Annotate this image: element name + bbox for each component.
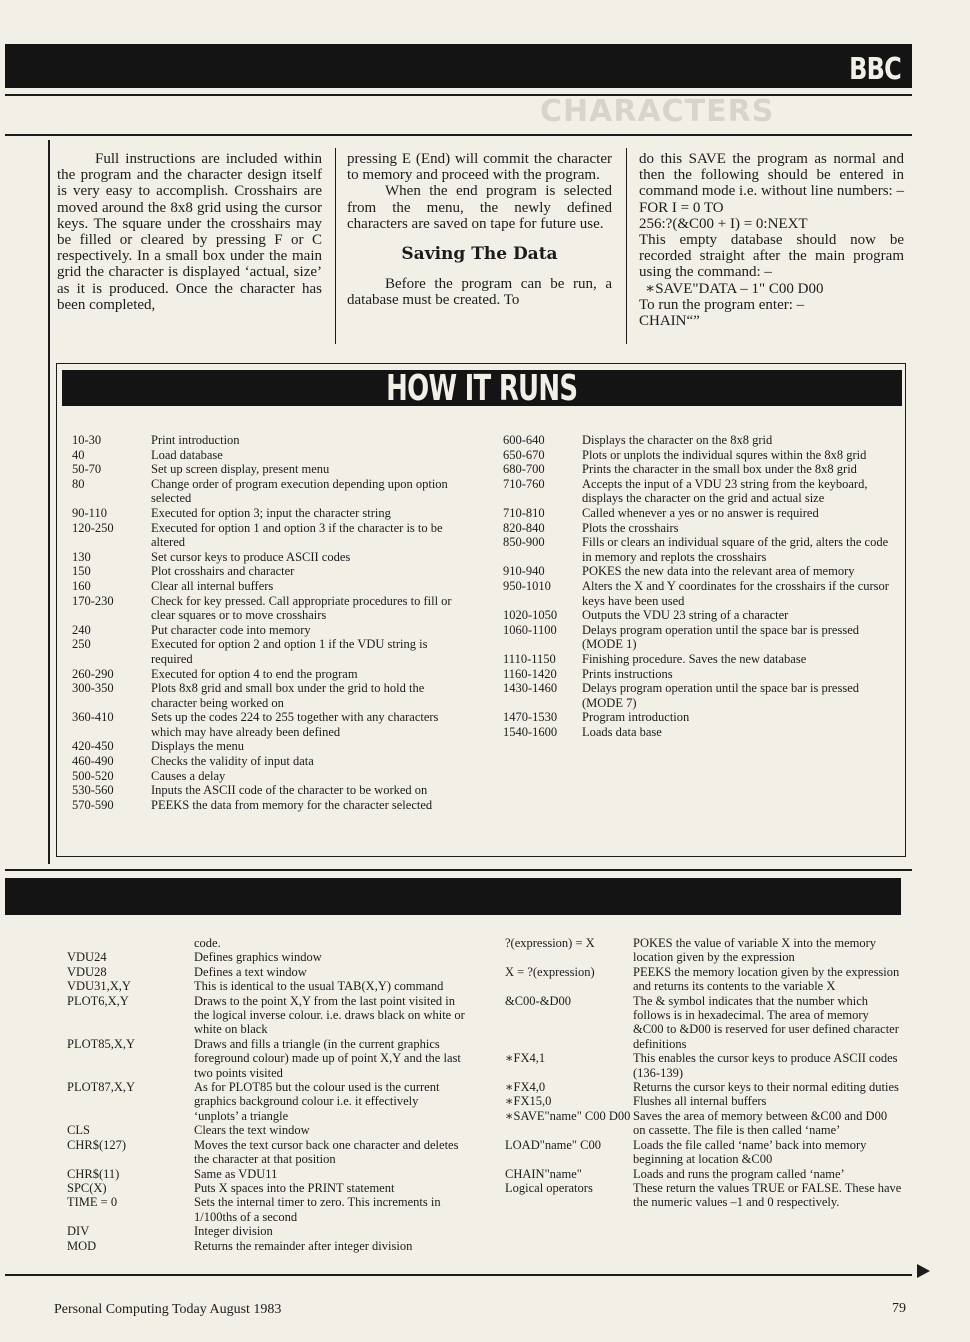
glossary-desc: Draws and fills a triangle (in the current graphics foreground colour) made up of point X,Y and the last two points visited bbox=[194, 1036, 461, 1080]
glossary-term: VDU28 bbox=[67, 964, 107, 979]
glossary-desc: These return the values TRUE or FALSE. These have the numeric values –1 and 0 respectively. bbox=[633, 1180, 902, 1210]
glossary-row bbox=[505, 1109, 902, 1138]
line-description: Outputs the VDU 23 string of a character bbox=[582, 608, 789, 623]
glossary-desc: code. bbox=[194, 936, 221, 950]
glossary-term: CHR$(11) bbox=[67, 1166, 120, 1181]
glossary-desc: Moves the text cursor back one character and deletes the character at that position bbox=[194, 1137, 459, 1167]
run-row bbox=[72, 710, 464, 739]
glossary-desc: Sets the internal timer to zero. This increments in 1/100ths of a second bbox=[194, 1195, 441, 1224]
glossary-term: PLOT6,X,Y bbox=[67, 993, 129, 1008]
line-range: 240 bbox=[72, 622, 91, 637]
line-description: Executed for option 2 and option 1 if the VDU string is required bbox=[151, 637, 428, 666]
glossary-row bbox=[505, 1181, 902, 1210]
line-range: 570-590 bbox=[72, 797, 114, 812]
line-description: Checks the validity of input data bbox=[151, 754, 314, 769]
line-range: 120-250 bbox=[72, 520, 114, 535]
line-range: 1020-1050 bbox=[503, 608, 558, 623]
run-row bbox=[503, 462, 895, 477]
run-row bbox=[503, 477, 895, 506]
glossary-desc: Same as VDU11 bbox=[194, 1166, 278, 1181]
line-range: 530-560 bbox=[72, 783, 114, 798]
glossary-desc: Draws to the point X,Y from the last point visited in the logical inverse colour. i.e. draws black on white or white on black bbox=[194, 993, 465, 1037]
line-range: 40 bbox=[72, 447, 85, 462]
header-rule-lower bbox=[5, 134, 912, 136]
glossary-row bbox=[505, 1051, 902, 1080]
run-row bbox=[72, 637, 464, 666]
glossary-desc: The & symbol indicates that the number which follows is in hexadecimal. The area of memory &C00 to &D00 is reserved for user defined character definitions bbox=[633, 993, 899, 1051]
run-row bbox=[72, 448, 464, 463]
line-range: 1430-1460 bbox=[503, 681, 558, 696]
article-paragraph: When the end program is selected from the menu, the newly defined characters are saved on tape for future use. bbox=[347, 183, 612, 232]
how-it-runs-left bbox=[72, 433, 464, 812]
glossary-row bbox=[67, 1239, 465, 1253]
article-line: To run the program enter: – bbox=[639, 296, 805, 313]
glossary-term: DIV bbox=[67, 1224, 90, 1239]
glossary-desc: POKES the value of variable X into the memory location given by the expression bbox=[633, 936, 876, 965]
glossary-row bbox=[505, 1167, 902, 1181]
glossary-desc: This enables the cursor keys to produce ASCII codes (136-139) bbox=[633, 1051, 898, 1080]
article-line: ∗SAVE"DATA – 1" C00 D00 bbox=[645, 280, 824, 297]
glossary-term: PLOT87,X,Y bbox=[67, 1080, 136, 1095]
run-row bbox=[503, 608, 895, 623]
glossary-term: CLS bbox=[67, 1123, 90, 1138]
line-description: Print introduction bbox=[151, 433, 240, 447]
line-range: 950-1010 bbox=[503, 578, 551, 593]
run-row bbox=[503, 725, 895, 740]
glossary-row bbox=[505, 936, 902, 965]
run-row bbox=[503, 448, 895, 463]
line-range: 300-350 bbox=[72, 681, 114, 696]
glossary-row bbox=[67, 1224, 465, 1238]
glossary-term: &C00-&D00 bbox=[505, 993, 571, 1008]
article-column-2 bbox=[347, 151, 612, 309]
line-description: Finishing procedure. Saves the new database bbox=[582, 651, 807, 666]
glossary-row bbox=[505, 1138, 902, 1167]
header-rule bbox=[5, 94, 912, 96]
line-description: Accepts the input of a VDU 23 string from the keyboard, displays the character on the grid and actual size bbox=[582, 476, 868, 506]
line-range: 80 bbox=[72, 476, 85, 491]
glossary-term: SPC(X) bbox=[67, 1180, 107, 1195]
run-row bbox=[503, 623, 895, 652]
run-row bbox=[503, 506, 895, 521]
how-it-runs-banner bbox=[62, 367, 902, 409]
line-description: Executed for option 4 to end the program bbox=[151, 666, 358, 681]
glossary-term: ?(expression) = X bbox=[505, 936, 595, 950]
glossary-desc: Returns the cursor keys to their normal editing duties bbox=[633, 1080, 899, 1095]
line-range: 650-670 bbox=[503, 447, 545, 462]
run-row bbox=[72, 798, 464, 813]
line-description: Set up screen display, present menu bbox=[151, 462, 330, 477]
glossary-row bbox=[505, 965, 902, 994]
line-range: 1160-1420 bbox=[503, 666, 557, 681]
glossary-desc: PEEKS the memory location given by the expression and returns its contents to the variable X bbox=[633, 964, 900, 994]
glossary-term: ∗FX15,0 bbox=[505, 1094, 552, 1109]
line-description: Change order of program execution depending upon option selected bbox=[151, 476, 448, 506]
footer-magazine: Personal Computing Today August 1983 bbox=[54, 1302, 282, 1317]
how-it-runs-title: HOW IT RUNS bbox=[386, 367, 578, 409]
glossary-desc: Defines a text window bbox=[194, 964, 307, 979]
line-description: Put character code into memory bbox=[151, 622, 311, 637]
run-row bbox=[503, 433, 895, 448]
glossary-term: CHR$(127) bbox=[67, 1137, 127, 1152]
glossary-term: ∗FX4,0 bbox=[505, 1080, 546, 1095]
run-row bbox=[503, 667, 895, 682]
glossary-row bbox=[67, 1167, 465, 1181]
line-range: 160 bbox=[72, 578, 91, 593]
column-rule-2 bbox=[626, 148, 627, 344]
line-range: 600-640 bbox=[503, 433, 545, 447]
line-description: Displays the character on the 8x8 grid bbox=[582, 433, 773, 447]
run-row bbox=[503, 710, 895, 725]
glossary-term: LOAD"name" C00 bbox=[505, 1137, 601, 1152]
line-range: 1110-1150 bbox=[503, 651, 556, 666]
line-description: Displays the menu bbox=[151, 739, 245, 754]
line-description: Fills or clears an individual square of the grid, alters the code in memory and replots the crosshairs bbox=[582, 535, 889, 564]
column-rule-1 bbox=[335, 148, 336, 344]
line-description: Check for key pressed. Call appropriate procedures to fill or clear squares or to move crosshairs bbox=[151, 593, 452, 623]
run-row bbox=[72, 506, 464, 521]
run-row bbox=[72, 433, 464, 448]
line-description: Plots or unplots the individual squres within the 8x8 grid bbox=[582, 447, 867, 462]
glossary-row bbox=[505, 1094, 902, 1108]
line-description: Load database bbox=[151, 447, 223, 462]
line-description: Called whenever a yes or no answer is required bbox=[582, 505, 819, 520]
glossary-row bbox=[67, 1080, 465, 1123]
line-range: 250 bbox=[72, 637, 91, 652]
line-range: 1060-1100 bbox=[503, 622, 557, 637]
run-row bbox=[72, 594, 464, 623]
glossary-right bbox=[505, 936, 902, 1210]
line-description: PEEKS the data from memory for the character selected bbox=[151, 797, 433, 812]
article-column-3 bbox=[639, 151, 904, 329]
glossary-row bbox=[67, 979, 465, 993]
article-paragraph: Full instructions are included within the program and the character design itself is very easy to accomplish. Crosshairs are moved around the 8x8 grid using the cursor keys. The square under the crosshairs may be filled or cleared by pressing F or C respectively. In a small box under the main grid the character is displayed ‘actual, size’ as it is produced. Once the character has been completed, bbox=[57, 151, 322, 313]
glossary-row bbox=[505, 1080, 902, 1094]
glossary-term: Logical operators bbox=[505, 1180, 593, 1195]
line-description: Sets up the codes 224 to 255 together with any characters which may have already been defined bbox=[151, 710, 439, 739]
run-row bbox=[72, 477, 464, 506]
line-description: Plots 8x8 grid and small box under the grid to hold the character being worked on bbox=[151, 681, 425, 710]
line-range: 710-760 bbox=[503, 476, 545, 491]
page-number: 79 bbox=[892, 1301, 906, 1316]
glossary-term: VDU24 bbox=[67, 950, 107, 965]
line-description: Delays program operation until the space bar is pressed (MODE 7) bbox=[582, 681, 859, 710]
line-description: Set cursor keys to produce ASCII codes bbox=[151, 549, 351, 564]
line-range: 260-290 bbox=[72, 666, 114, 681]
line-description: Plot crosshairs and character bbox=[151, 564, 295, 579]
glossary-row bbox=[67, 1123, 465, 1137]
line-range: 680-700 bbox=[503, 462, 545, 477]
line-description: Causes a delay bbox=[151, 768, 226, 783]
glossary-term: PLOT85,X,Y bbox=[67, 1036, 136, 1051]
line-range: 170-230 bbox=[72, 593, 114, 608]
article-paragraph: Before the program can be run, a database must be created. To bbox=[347, 276, 612, 309]
run-row bbox=[72, 579, 464, 594]
run-row bbox=[72, 564, 464, 579]
line-range: 90-110 bbox=[72, 505, 107, 520]
glossary-left bbox=[67, 936, 465, 1253]
glossary-row bbox=[67, 936, 465, 950]
glossary-term: ∗SAVE"name" C00 D00 bbox=[505, 1108, 631, 1123]
line-range: 820-840 bbox=[503, 520, 545, 535]
line-range: 910-940 bbox=[503, 564, 545, 579]
glossary-desc: As for PLOT85 but the colour used is the current graphics background colour i.e. it effectively ‘unplots’ a triangle bbox=[194, 1080, 440, 1123]
run-row bbox=[503, 579, 895, 608]
glossary-top-rule bbox=[5, 869, 912, 871]
run-row bbox=[72, 769, 464, 784]
run-row bbox=[503, 564, 895, 579]
glossary-desc: Clears the text window bbox=[194, 1123, 310, 1138]
run-row bbox=[72, 681, 464, 710]
how-it-runs-right bbox=[503, 433, 895, 739]
article-line: do this SAVE the program as normal and then the following should be entered in command mode i.e. without line numbers: – bbox=[639, 151, 904, 200]
line-description: Prints instructions bbox=[582, 666, 673, 681]
line-range: 130 bbox=[72, 549, 91, 564]
line-description: Executed for option 3; input the character string bbox=[151, 505, 391, 520]
continue-arrow-icon bbox=[917, 1264, 930, 1278]
glossary-desc: This is identical to the usual TAB(X,Y) command bbox=[194, 979, 444, 994]
glossary-banner bbox=[5, 878, 901, 915]
run-row bbox=[72, 739, 464, 754]
glossary-term bbox=[67, 936, 194, 950]
line-range: 1540-1600 bbox=[503, 724, 558, 739]
line-description: Delays program operation until the space bar is pressed (MODE 1) bbox=[582, 622, 859, 652]
line-range: 50-70 bbox=[72, 462, 102, 477]
line-description: Executed for option 1 and option 3 if the character is to be altered bbox=[151, 520, 443, 550]
line-range: 710-810 bbox=[503, 505, 545, 520]
line-range: 460-490 bbox=[72, 754, 114, 769]
run-row bbox=[503, 681, 895, 710]
line-description: Clear all internal buffers bbox=[151, 578, 274, 593]
glossary-desc: Saves the area of memory between &C00 and D00 on cassette. The file is then called ‘name’ bbox=[633, 1108, 888, 1138]
glossary-desc: Loads and runs the program called ‘name’ bbox=[633, 1166, 845, 1181]
glossary-bottom-rule bbox=[5, 1274, 912, 1276]
glossary-row bbox=[67, 1181, 465, 1195]
glossary-desc: Flushes all internal buffers bbox=[633, 1094, 767, 1109]
glossary-desc: Loads the file called ‘name’ back into memory beginning at location &C00 bbox=[633, 1137, 867, 1167]
line-range: 1470-1530 bbox=[503, 710, 558, 725]
line-range: 420-450 bbox=[72, 739, 114, 754]
line-range: 850-900 bbox=[503, 535, 545, 550]
glossary-term: X = ?(expression) bbox=[505, 964, 595, 979]
glossary-row bbox=[67, 1195, 465, 1224]
glossary-desc: Integer division bbox=[194, 1224, 273, 1239]
run-row bbox=[72, 462, 464, 477]
run-row bbox=[72, 783, 464, 798]
column-rule-left bbox=[48, 140, 50, 864]
article-line: This empty database should now be recorded straight after the main program using the command: – bbox=[639, 232, 904, 281]
header-bar bbox=[5, 44, 912, 88]
line-description: POKES the new data into the relevant area of memory bbox=[582, 564, 855, 579]
glossary-row bbox=[67, 965, 465, 979]
line-description: Prints the character in the small box under the 8x8 grid bbox=[582, 462, 857, 477]
run-row bbox=[72, 667, 464, 682]
article-column-1 bbox=[57, 151, 322, 313]
glossary-row bbox=[505, 994, 902, 1052]
article-line: CHAIN“” bbox=[639, 313, 700, 330]
bbc-logo: BBC bbox=[849, 51, 901, 87]
line-range: 500-520 bbox=[72, 768, 114, 783]
run-row bbox=[72, 550, 464, 565]
line-range: 10-30 bbox=[72, 433, 102, 447]
run-row bbox=[72, 521, 464, 550]
glossary-desc: Returns the remainder after integer division bbox=[194, 1238, 413, 1253]
glossary-row bbox=[67, 950, 465, 964]
ghost-title: CHARACTERS bbox=[540, 94, 775, 129]
run-row bbox=[72, 623, 464, 638]
line-description: Plots the crosshairs bbox=[582, 520, 679, 535]
glossary-term: ∗FX4,1 bbox=[505, 1051, 546, 1066]
line-description: Inputs the ASCII code of the character to be worked on bbox=[151, 783, 428, 798]
glossary-desc: Puts X spaces into the PRINT statement bbox=[194, 1180, 395, 1195]
run-row bbox=[503, 535, 895, 564]
glossary-desc: Defines graphics window bbox=[194, 950, 322, 965]
glossary-term: MOD bbox=[67, 1238, 97, 1253]
run-row bbox=[503, 652, 895, 667]
run-row bbox=[503, 521, 895, 536]
line-range: 360-410 bbox=[72, 710, 114, 725]
glossary-row bbox=[67, 1138, 465, 1167]
article-line: 256:?(&C00 + I) = 0:NEXT bbox=[639, 215, 808, 232]
glossary-row bbox=[67, 1037, 465, 1080]
line-description: Program introduction bbox=[582, 710, 690, 725]
glossary-term: VDU31,X,Y bbox=[67, 979, 131, 994]
run-row bbox=[72, 754, 464, 769]
glossary-term: TIME = 0 bbox=[67, 1195, 118, 1210]
line-description: Alters the X and Y coordinates for the crosshairs if the cursor keys have been used bbox=[582, 578, 889, 608]
glossary-term: CHAIN"name" bbox=[505, 1166, 582, 1181]
article-paragraph: pressing E (End) will commit the character to memory and proceed with the program. bbox=[347, 151, 612, 184]
section-heading: Saving The Data bbox=[401, 244, 558, 265]
article-line: FOR I = 0 TO bbox=[639, 199, 724, 216]
glossary-row bbox=[67, 994, 465, 1037]
line-range: 150 bbox=[72, 564, 91, 579]
line-description: Loads data base bbox=[582, 724, 662, 739]
